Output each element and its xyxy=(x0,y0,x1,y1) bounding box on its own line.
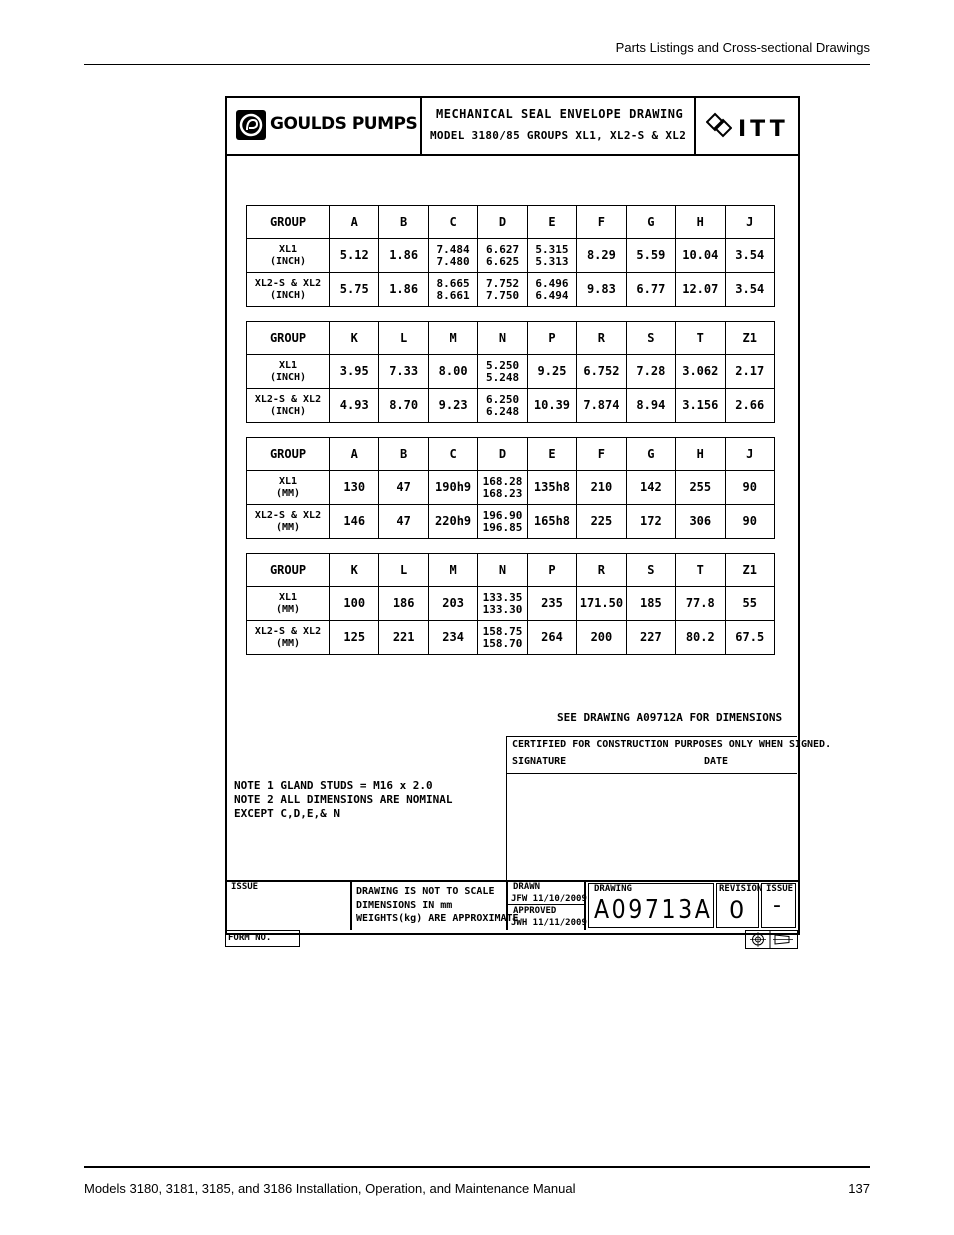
title-bar-divider xyxy=(225,154,798,156)
dimension-cell: 6.627 6.625 xyxy=(478,239,527,273)
dimension-cell: 6.77 xyxy=(626,273,675,307)
column-header: R xyxy=(577,554,626,587)
dimension-cell: 8.29 xyxy=(577,239,626,273)
column-header: L xyxy=(379,554,428,587)
dimension-cell: 165h8 xyxy=(527,505,576,539)
dimension-cell: 9.23 xyxy=(428,389,477,423)
goulds-logo-text: GOULDS PUMPS xyxy=(270,114,418,134)
dimension-cell: 171.50 xyxy=(577,587,626,621)
column-header: R xyxy=(577,322,626,355)
dimension-cell: 227 xyxy=(626,621,675,655)
table-row xyxy=(247,621,775,655)
see-drawing-note: SEE DRAWING A09712A FOR DIMENSIONS xyxy=(557,711,783,724)
dimension-cell: 220h9 xyxy=(428,505,477,539)
dimension-cell: 255 xyxy=(676,471,725,505)
column-header: M xyxy=(428,554,477,587)
dimension-cell: 158.75 158.70 xyxy=(478,621,527,655)
drawing-number: A09713A xyxy=(594,895,713,925)
itt-logo-icon xyxy=(706,112,732,138)
group-cell: XL1 (INCH) xyxy=(247,355,330,389)
approved-label: APPROVED xyxy=(513,906,557,916)
group-cell: XL1 (INCH) xyxy=(247,239,330,273)
units-note: DIMENSIONS IN mm xyxy=(356,900,453,911)
dimension-cell: 8.00 xyxy=(428,355,477,389)
dimension-cell: 6.752 xyxy=(577,355,626,389)
column-header: A xyxy=(330,206,379,239)
column-header: H xyxy=(676,206,725,239)
goulds-logo-icon xyxy=(236,110,266,140)
dimension-cell: 8.70 xyxy=(379,389,428,423)
column-header: A xyxy=(330,438,379,471)
revision-value: 0 xyxy=(729,896,745,924)
column-header: Z1 xyxy=(725,322,775,355)
dimension-cell: 221 xyxy=(379,621,428,655)
group-cell: XL1 (MM) xyxy=(247,471,330,505)
column-header: P xyxy=(527,554,576,587)
dimension-cell: 1.86 xyxy=(379,273,428,307)
footer-rule xyxy=(84,1166,870,1168)
dimension-cell: 306 xyxy=(676,505,725,539)
issue-value: - xyxy=(773,893,781,918)
issue-col-label: ISSUE xyxy=(766,884,794,894)
column-header: GROUP xyxy=(247,438,330,471)
column-header: N xyxy=(478,554,527,587)
dimension-cell: 1.86 xyxy=(379,239,428,273)
itt-logo-text: ITT xyxy=(738,117,789,142)
page-number: 137 xyxy=(848,1181,870,1196)
title-block-divider-1 xyxy=(350,880,352,930)
dimension-cell: 172 xyxy=(626,505,675,539)
dimension-cell: 4.93 xyxy=(330,389,379,423)
dimension-cell: 142 xyxy=(626,471,675,505)
column-header: Z1 xyxy=(725,554,775,587)
dimension-cell: 90 xyxy=(725,505,775,539)
column-header: B xyxy=(379,206,428,239)
dimension-table-inch-2 xyxy=(246,321,775,423)
table-row xyxy=(247,355,775,389)
dimension-cell: 10.04 xyxy=(676,239,725,273)
group-cell: XL2-S & XL2 (INCH) xyxy=(247,273,330,307)
dimension-cell: 3.156 xyxy=(676,389,725,423)
column-header: J xyxy=(725,206,775,239)
approved-value: JWH 11/11/2009 xyxy=(511,918,587,928)
dimension-cell: 8.94 xyxy=(626,389,675,423)
drawn-approved-divider xyxy=(506,904,586,905)
dimension-cell: 67.5 xyxy=(725,621,775,655)
dimension-cell: 47 xyxy=(379,505,428,539)
column-header: B xyxy=(379,438,428,471)
projection-symbol-box xyxy=(745,930,798,949)
column-header: P xyxy=(527,322,576,355)
signature-area-divider xyxy=(506,772,507,880)
date-label: DATE xyxy=(704,756,729,767)
dimension-cell: 7.28 xyxy=(626,355,675,389)
drawing-title: MECHANICAL SEAL ENVELOPE DRAWING xyxy=(436,107,684,121)
column-header: D xyxy=(478,206,527,239)
group-cell: XL2-S & XL2 (INCH) xyxy=(247,389,330,423)
revision-label: REVISION xyxy=(719,884,763,894)
dimension-cell: 146 xyxy=(330,505,379,539)
drawn-label: DRAWN xyxy=(513,882,541,892)
table-header-row xyxy=(247,554,775,587)
note-2: NOTE 2 ALL DIMENSIONS ARE NOMINAL xyxy=(234,793,453,806)
dimension-cell: 185 xyxy=(626,587,675,621)
dimension-cell: 90 xyxy=(725,471,775,505)
dimension-table-mm-1 xyxy=(246,437,775,539)
column-header: D xyxy=(478,438,527,471)
column-header: E xyxy=(527,206,576,239)
header-rule xyxy=(84,64,870,65)
table-row xyxy=(247,505,775,539)
dimension-cell: 80.2 xyxy=(676,621,725,655)
table-row xyxy=(247,587,775,621)
table-row xyxy=(247,471,775,505)
column-header: K xyxy=(330,322,379,355)
signature-label: SIGNATURE xyxy=(512,756,567,767)
dimension-cell: 7.484 7.480 xyxy=(428,239,477,273)
column-header: H xyxy=(676,438,725,471)
dimension-cell: 9.83 xyxy=(577,273,626,307)
dimension-cell: 2.66 xyxy=(725,389,775,423)
table-row xyxy=(247,273,775,307)
dimension-cell: 234 xyxy=(428,621,477,655)
dimension-cell: 264 xyxy=(527,621,576,655)
dimension-cell: 9.25 xyxy=(527,355,576,389)
group-cell: XL2-S & XL2 (MM) xyxy=(247,505,330,539)
dimension-cell: 47 xyxy=(379,471,428,505)
dimension-table-inch-1 xyxy=(246,205,775,307)
dimension-cell: 100 xyxy=(330,587,379,621)
dimension-cell: 5.12 xyxy=(330,239,379,273)
column-header: K xyxy=(330,554,379,587)
form-number-label: FORM NO. xyxy=(228,933,272,943)
manual-title: Models 3180, 3181, 3185, and 3186 Installation, Operation, and Maintenance Manual xyxy=(84,1181,576,1196)
dimension-cell: 12.07 xyxy=(676,273,725,307)
dimension-cell: 55 xyxy=(725,587,775,621)
dimension-cell: 225 xyxy=(577,505,626,539)
dimension-cell: 3.54 xyxy=(725,239,775,273)
dimension-cell: 186 xyxy=(379,587,428,621)
running-header: Parts Listings and Cross-sectional Drawings xyxy=(615,40,870,55)
column-header: T xyxy=(676,554,725,587)
dimension-cell: 7.752 7.750 xyxy=(478,273,527,307)
title-block-top-rule xyxy=(225,880,798,882)
dimension-cell: 5.75 xyxy=(330,273,379,307)
dimension-cell: 10.39 xyxy=(527,389,576,423)
dimension-cell: 5.59 xyxy=(626,239,675,273)
column-header: GROUP xyxy=(247,322,330,355)
dimension-cell: 125 xyxy=(330,621,379,655)
title-divider-right xyxy=(694,96,696,156)
dimension-cell: 5.315 5.313 xyxy=(527,239,576,273)
dimension-cell: 235 xyxy=(527,587,576,621)
table-row xyxy=(247,389,775,423)
group-cell: XL1 (MM) xyxy=(247,587,330,621)
table-header-row xyxy=(247,438,775,471)
dimension-cell: 133.35 133.30 xyxy=(478,587,527,621)
dimension-cell: 2.17 xyxy=(725,355,775,389)
column-header: E xyxy=(527,438,576,471)
column-header: S xyxy=(626,554,675,587)
dimension-cell: 5.250 5.248 xyxy=(478,355,527,389)
column-header: T xyxy=(676,322,725,355)
drawing-label: DRAWING xyxy=(594,884,632,894)
column-header: C xyxy=(428,206,477,239)
dimension-cell: 3.95 xyxy=(330,355,379,389)
issue-label: ISSUE xyxy=(231,882,259,892)
dimension-cell: 168.28 168.23 xyxy=(478,471,527,505)
column-header: S xyxy=(626,322,675,355)
column-header: GROUP xyxy=(247,554,330,587)
dimension-cell: 135h8 xyxy=(527,471,576,505)
weights-note: WEIGHTS(kg) ARE APPROXIMATE xyxy=(356,913,519,924)
dimension-cell: 7.874 xyxy=(577,389,626,423)
column-header: F xyxy=(577,438,626,471)
column-header: J xyxy=(725,438,775,471)
dimension-table-mm-2 xyxy=(246,553,775,655)
column-header: G xyxy=(626,438,675,471)
table-row xyxy=(247,239,775,273)
dimension-cell: 7.33 xyxy=(379,355,428,389)
dimension-cell: 6.250 6.248 xyxy=(478,389,527,423)
column-header: F xyxy=(577,206,626,239)
dimension-cell: 8.665 8.661 xyxy=(428,273,477,307)
group-cell: XL2-S & XL2 (MM) xyxy=(247,621,330,655)
drawn-value: JFW 11/10/2009 xyxy=(511,894,587,904)
column-header: GROUP xyxy=(247,206,330,239)
note-3: EXCEPT C,D,E,& N xyxy=(234,807,340,820)
drawing-subtitle: MODEL 3180/85 GROUPS XL1, XL2-S & XL2 xyxy=(430,129,687,142)
dimension-cell: 200 xyxy=(577,621,626,655)
scale-note: DRAWING IS NOT TO SCALE xyxy=(356,886,495,897)
column-header: C xyxy=(428,438,477,471)
dimension-cell: 190h9 xyxy=(428,471,477,505)
certification-text: CERTIFIED FOR CONSTRUCTION PURPOSES ONLY WHEN SIGNED. xyxy=(512,739,832,750)
column-header: M xyxy=(428,322,477,355)
dimension-cell: 210 xyxy=(577,471,626,505)
table-header-row xyxy=(247,322,775,355)
column-header: N xyxy=(478,322,527,355)
note-1: NOTE 1 GLAND STUDS = M16 x 2.0 xyxy=(234,779,433,792)
dimension-cell: 6.496 6.494 xyxy=(527,273,576,307)
column-header: L xyxy=(379,322,428,355)
title-divider-left xyxy=(420,96,422,156)
dimension-cell: 77.8 xyxy=(676,587,725,621)
dimension-cell: 3.54 xyxy=(725,273,775,307)
dimension-cell: 130 xyxy=(330,471,379,505)
dimension-cell: 203 xyxy=(428,587,477,621)
table-header-row xyxy=(247,206,775,239)
dimension-cell: 196.90 196.85 xyxy=(478,505,527,539)
dimension-cell: 3.062 xyxy=(676,355,725,389)
column-header: G xyxy=(626,206,675,239)
